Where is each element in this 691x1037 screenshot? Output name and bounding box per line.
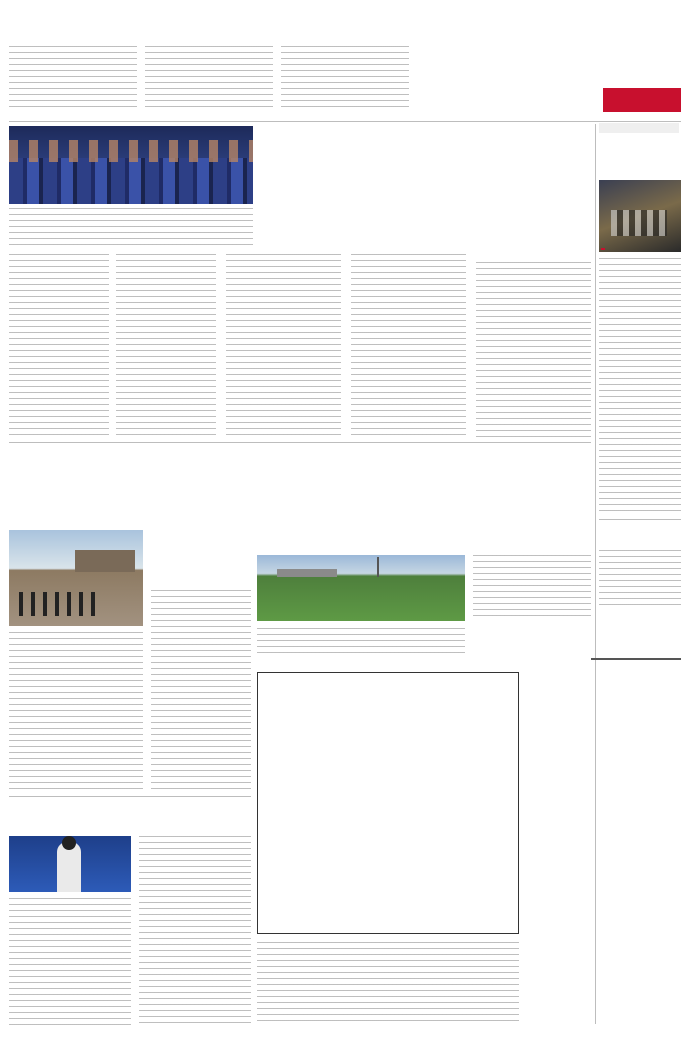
crossword-number-column [521,672,531,934]
masthead-logo [603,88,681,112]
team-photo [9,126,253,204]
quds-col-1 [473,555,591,621]
main-story-col-4 [116,254,216,437]
crossword-numbers-side [521,672,531,934]
judo-col-1 [139,836,251,1026]
top-story-lead [419,72,591,114]
sidebar-rule [599,519,681,520]
site-visit-photo [9,530,143,626]
main-story-col-5 [9,254,109,437]
masthead-rule [9,121,681,122]
judo-photo-head [62,836,76,850]
chess-photo [599,180,681,252]
main-story-col-1 [476,262,591,437]
stadium-photo-light [377,557,379,577]
stadium-photo-stand [277,569,337,577]
main-story-subhead-4 [226,370,341,378]
team-photo-heads [9,140,253,162]
main-story-subhead-5 [476,396,591,404]
masthead [603,56,681,116]
judo-rule [9,796,251,797]
main-story-col-2 [351,254,466,437]
chess-body [599,258,681,513]
main-story-lead [261,206,429,246]
chess-photo-board [611,210,667,236]
main-story-subhead-1 [476,254,591,262]
facilities-col-1 [151,590,251,790]
quds-col-2 [257,628,465,658]
crossword-solution-grid [257,942,519,1022]
site-visit-photo-building [75,550,135,572]
section-tag [599,123,679,133]
main-story-lead-col-b [9,208,253,248]
main-story-col-3 [226,254,341,437]
top-story-col-4 [9,46,137,112]
mid-rule [9,442,591,443]
chess-photo-caption [601,248,605,250]
team-photo-players [9,158,253,204]
crossword-title [591,658,681,660]
committee-body [599,550,681,608]
crossword-grid [257,672,519,934]
stadium-photo [257,555,465,621]
crossword-across-clues [535,681,681,871]
top-story-col-3 [145,46,273,112]
judo-col-2 [9,898,131,1026]
crossword-across-label [535,672,681,680]
facilities-col-2 [9,632,143,790]
site-visit-photo-people [19,592,99,616]
crossword-down-clues [535,884,681,1024]
top-story-col-2 [281,46,409,112]
crossword-down-label [535,875,681,883]
judo-photo [9,836,131,892]
